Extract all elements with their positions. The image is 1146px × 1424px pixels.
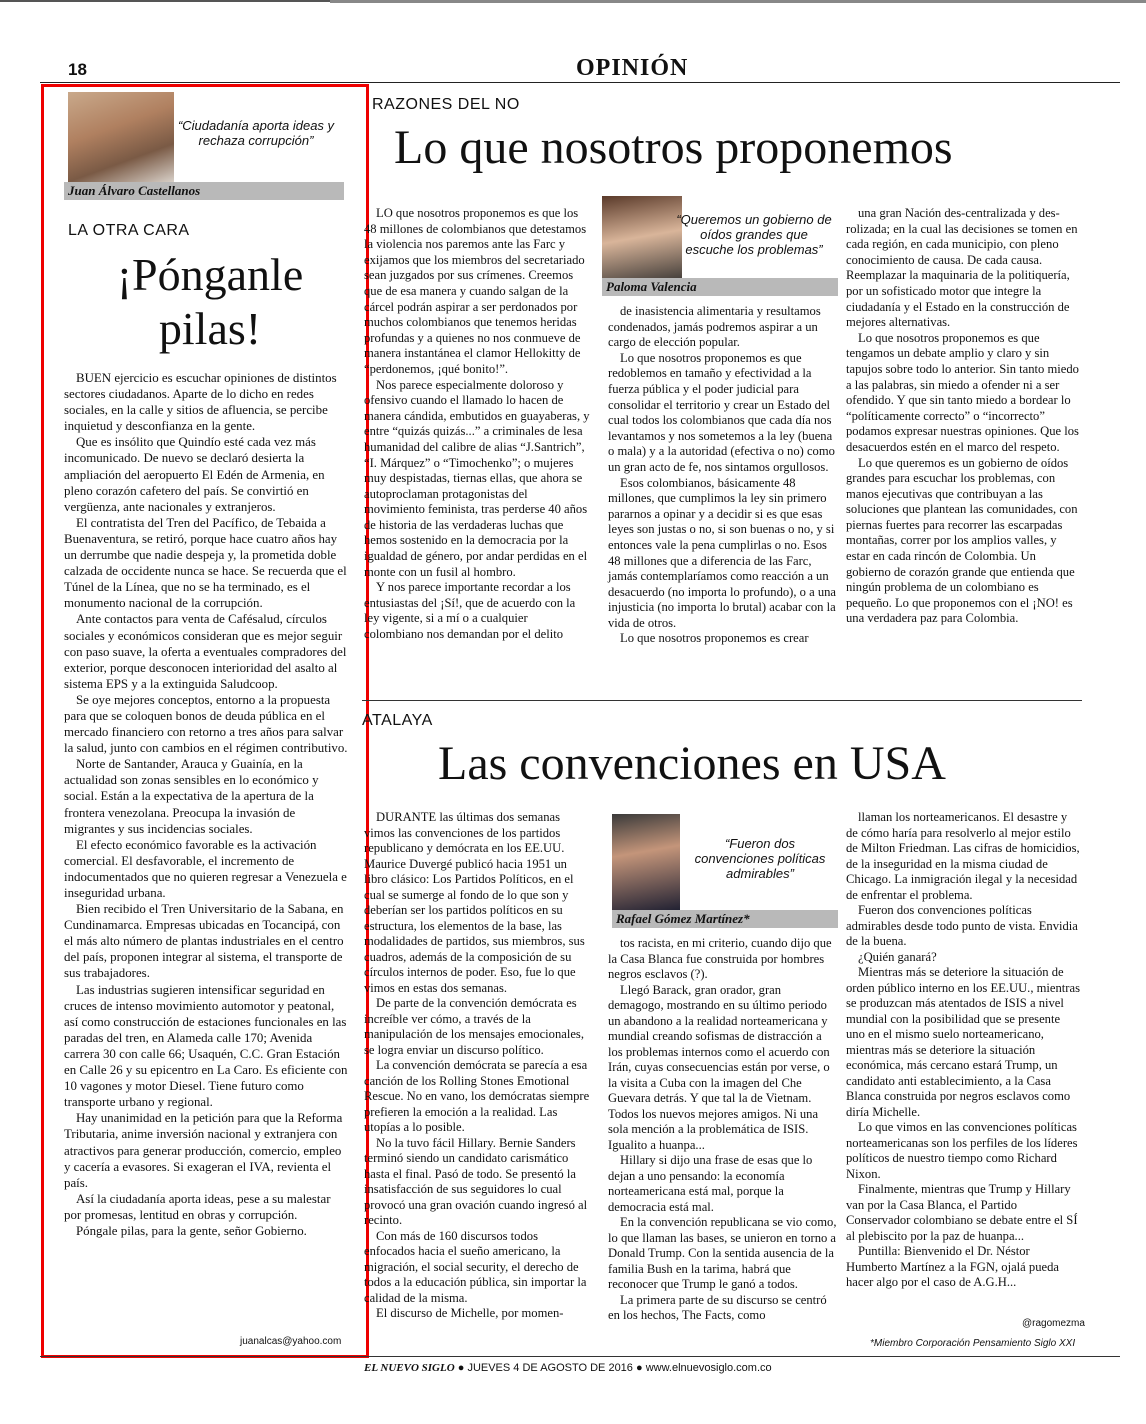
paragraph: Lo que nosotros proponemos es que tengamos un debate amplio y claro y sin tapujos sobre todo lo anterior. Sin tanto miedo a las palabras, sin miedo a ofender ni a ser ofendido. Y que sin tanto miedo a bordear lo “políticamente correcto” o “incorrecto” podamos expresar nuestras opiniones. Que los desacuerdos estén en el marco del respeto. xyxy=(846,330,1079,454)
paragraph: Mientras más se deteriore la situación de orden público interno en los EE.UU., mientras se produzcan más atentados de ISIS a nivel mundial con la posibilidad que se presente uno en el mismo suelo norteamericano, mientras más se deteriore la situación económica, más cercano estará Trump, un candidato anti establecimiento, a la Casa Blanca construida por negros esclavos como diría Michelle. xyxy=(846,965,1080,1119)
article1-headline: Lo que nosotros proponemos xyxy=(394,121,953,174)
article1-column-1 xyxy=(364,206,590,643)
paragraph: El discurso de Michelle, por momen- xyxy=(376,1306,564,1320)
paragraph: Bien recibido el Tren Universitario de la Sabana, en Cundinamarca. Empresas ubicadas en Tocancipá, con el más alto número de plantas industriales en el centro del país, proponen integrar al sistema, el transporte de sus trabajadores. xyxy=(64,902,344,981)
section-title: OPINIÓN xyxy=(576,55,689,81)
article-divider xyxy=(362,700,1082,701)
author-footnote: *Miembro Corporación Pensamiento Siglo XXI xyxy=(870,1338,1076,1349)
paragraph: Lo que nosotros proponemos es crear xyxy=(620,631,809,646)
column-headline xyxy=(60,248,360,356)
paragraph: Lo que nosotros proponemos es que redoblemos en tamaño y efectividad a la fuerza pública y el poder judicial para consolidar el territorio y crear un Estado del cual todos los colombianos que cada día nos levantamos y nos sometemos a la ley (buena o mala) y a la autoridad (efectiva o no) como un gran acto de fe, nos sintamos orgullosos. xyxy=(608,350,835,474)
paragraph: de inasistencia alimentaria y resultamos condenados, jamás podremos aspirar a un cargo de elección popular. xyxy=(608,304,821,350)
paragraph: DURANTE las últimas dos semanas vimos las convenciones de los partidos republicano y demócrata en los EE.UU. Maurice Duvergé publicó hacia 1951 un libro clásico: Los Partidos Políticos, en el cual se sumerge al fondo de lo que son y deberían ser los partidos políticos en su estructura, los elementos de la base, las modalidades de partidos, sus miembros, sus cuadros, además de la composición de su círculos internos de poder. Eso, fue lo que vimos en estas dos semanas. xyxy=(364,810,585,995)
paragraph: Norte de Santander, Arauca y Guainía, en la actualidad son zonas sensibles en lo económico y social. Están a la expectativa de la apertura de la frontera venezolana. Preocupa la invasión de migrantes y sus incidencias sociales. xyxy=(64,757,319,836)
footer xyxy=(364,1362,772,1374)
paragraph: El efecto económico favorable es la activación comercial. El desfavorable, el incremento de indocumentados que no quieren regresar a Venezuela e inseguridad urbana. xyxy=(64,837,347,900)
paragraph: Puntilla: Bienvenido el Dr. Néstor Humberto Martínez a la FGN, ojalá pueda hacer algo por el caso de A.G.H... xyxy=(846,1244,1059,1289)
author-photo xyxy=(68,92,174,182)
author-handle: @ragomezma xyxy=(1022,1318,1085,1329)
author-quote: “Ciudadanía aporta ideas y rechaza corrupción” xyxy=(177,118,335,148)
footer-url: www.elnuevosiglo.com.co xyxy=(645,1362,772,1374)
top-rule-dark xyxy=(330,0,1146,3)
headline-line-1: ¡Pónganle xyxy=(116,249,304,300)
column-kicker: LA OTRA CARA xyxy=(68,222,190,239)
paragraph: El contratista del Tren del Pacífico, de Tebaida a Buenaventura, se retiró, porque hace cuatro años hay un derrumbe que nadie despeja y, la prometida doble calzada de occidente nunca se hace. Se recuerda que el Túnel de la Línea, que no se ha terminado, es el monumento nacional de la corrupción. xyxy=(64,515,347,611)
author-name: Juan Álvaro Castellanos xyxy=(64,182,344,200)
paragraph: No la tuvo fácil Hillary. Bernie Sanders terminó siendo un candidato carismático hasta el final. Pasó de todo. Se presentó la insatisfacción de sus seguidores lo cual provocó una gran ovación cuando ingresó al recinto. xyxy=(364,1135,588,1227)
article1-column-3 xyxy=(846,206,1080,627)
footer-date: JUEVES 4 DE AGOSTO DE 2016 xyxy=(467,1362,633,1374)
headline-line-2: pilas! xyxy=(158,303,262,354)
paragraph: La convención demócrata se parecía a esa canción de los Rolling Stones Emotional Rescue. No en vano, los demócratas siempre prefieren la emoción a la realidad. Las utopías a lo posible. xyxy=(364,1058,590,1134)
paragraph: Póngale pilas, para la gente, señor Gobierno. xyxy=(76,1223,307,1238)
paragraph: Con más de 160 discursos todos enfocados hacia el sueño americano, la migración, el social security, el derecho de todos a la educación pública, sin importar la calidad de la misma. xyxy=(364,1228,587,1305)
article2-column-3 xyxy=(846,810,1082,1291)
article2-column-2 xyxy=(608,936,838,1324)
bullet-icon: ● xyxy=(457,1362,468,1374)
paragraph: Las industrias sugieren intensificar seguridad en cruces de intenso movimiento automotor y peatonal, así como construcción de estaciones funcionales en las paradas del tren, en Alameda calle 170; Avenida carrera 30 con calle 66; Usaquén, C.C. Gran Estación en Calle 26 y su epicentro en La Caro. Es eficiente con 10 vagones y motor Diesel. Tiene futuro como transporte urbano y regional. xyxy=(64,982,348,1110)
author-photo xyxy=(602,196,682,288)
paragraph: Hillary si dijo una frase de esas que lo dejan a uno pensando: la economía norteamericana está mal, porque la democracia está mal. xyxy=(608,1153,813,1214)
footer-brand: EL NUEVO SIGLO xyxy=(364,1362,455,1374)
article2-column-1 xyxy=(364,810,590,1322)
paragraph: llaman los norteamericanos. El desastre y de cómo haría para resolverlo al mejor estilo de Milton Friedman. Las cifras de homicidios, de la inseguridad en la misma ciudad de Chicago. La inmigración ilegal y la necesidad de enfrentar el problema. xyxy=(846,810,1080,902)
article1-column-2 xyxy=(608,304,838,647)
author-email: juanalcas@yahoo.com xyxy=(240,1336,342,1347)
article1-quote: “Queremos un gobierno de oídos grandes que escuche los problemas” xyxy=(676,212,832,257)
paragraph: Se oye mejores conceptos, entorno a la propuesta para que se coloquen bonos de deuda pública en el mercado financiero con retorno a tres años para salvar la salud, junto con cambios en el régimen contributivo. xyxy=(64,692,348,756)
paragraph: Y nos parece importante recordar a los entusiastas del ¡Sí!, que de acuerdo con la ley vigente, si a mí o a cualquier colombiano nos demandan por el delito xyxy=(364,580,576,642)
paragraph: BUEN ejercicio es escuchar opiniones de distintos sectores ciudadanos. Aparte de lo dicho en redes sociales, en la calle y sitios de afluencia, se percibe inquietud y desconfianza en la gente. xyxy=(64,371,337,434)
paragraph: Finalmente, mientras que Trump y Hillary van por la Casa Blanca, el Partido Conservador colombiano se debate entre el SÍ al plebiscito por la paz de huanpa... xyxy=(846,1182,1078,1243)
article2-kicker: ATALAYA xyxy=(362,712,433,729)
paragraph: De parte de la convención demócrata es increíble ver cómo, a través de la manipulación de los mensajes emocionales, se logra enviar un discurso político. xyxy=(364,996,584,1057)
paragraph: Llegó Barack, gran orador, gran demagogo, mostrando en su último periodo un abandono a la realidad norteamericana y mundial creando sofismas de distracción a los problemas internos como el acuerdo con Irán, cuyas consecuencias están por verse, o la visita a Cuba con la imagen del Che Guevara detrás. Y que tal la de Vietnam. Todos los nuevos mejores amigos. Ni una sola mención a la problemática de ISIS. Igualito a huanpa... xyxy=(608,982,830,1152)
paragraph: Fueron dos convenciones políticas admirables desde todo punto de vista. Envidia de la buena. xyxy=(846,903,1078,948)
paragraph: Esos colombianos, básicamente 48 millones, que cumplimos la ley sin primero pararnos a opinar y a decidir si es que esas leyes son justas o no, si son buenas o no, y si entonces vale la pena cumplirlas o no. Esos 48 millones que a diferencia de las Farc, jamás contemplaríamos como reacción a un desacuerdo (no importa lo profundo), o a una injusticia (no importa lo brutal) acabar con la vida de otros. xyxy=(608,475,837,630)
article2-author-name: Rafael Gómez Martínez* xyxy=(612,910,838,928)
paragraph: tos racista, en mi criterio, cuando dijo que la Casa Blanca fue construida por hombres negros esclavos (?). xyxy=(608,936,832,981)
article2-headline: Las convenciones en USA xyxy=(438,737,946,790)
paragraph: Hay unanimidad en la petición para que la Reforma Tributaria, anime inversión nacional y extranjera con atractivos para generar producción, comercio, empleo y cacería a evasores. Si exageran el IVA, revienta el país. xyxy=(64,1111,343,1190)
paragraph: LO que nosotros proponemos es que los 48 millones de colombianos que detestamos la violencia nos paremos ante las Farc y exijamos que los miembros del secretariado sean juzgados por sus crímenes. Creemos que de esa manera y cuando salgan de la cárcel podrán aspirar a ser perdonados por muchos colombianos que tenemos heridas profundas y a quienes no nos conmueve de manera instantánea el clamor Hellokitty de “perdonemos, ¡qué bonito!”. xyxy=(364,206,587,376)
article1-author-name: Paloma Valencia xyxy=(602,278,838,296)
page-number: 18 xyxy=(68,60,87,79)
paragraph: En la convención republicana se vio como, lo que llaman las bases, se unieron en torno a Donald Trump. Con la sentida ausencia de la familia Bush en la tarima, habrá que reconocer que Trump le ganó a todos. xyxy=(608,1215,837,1291)
article1-kicker: RAZONES DEL NO xyxy=(372,96,520,113)
paragraph: Lo que queremos es un gobierno de oídos grandes para escuchar los problemas, con manos ejecutivas que contribuyan a las soluciones que plantean las comunidades, con piernas fuertes para recorrer las escarpadas montañas, correr por los amplios valles, y estar en cada rincón de Colombia. Un gobierno de corazón grande que entienda que ningún problema de un colombiano es pequeño. Lo que proponemos con el ¡NO! es una verdadera paz para Colombia. xyxy=(846,455,1078,626)
paragraph: Nos parece especialmente doloroso y ofensivo cuando el llamado lo hacen de manera cándida, embutidos en guayaberas, y entre “quizás quizás...” a criminales de lesa humanidad del calibre de alias “J.Santrich”, “I. Márquez” o “Timochenko”; o mujeres muy despistadas, tiernas ellas, que ahora se autoproclaman protagonistas del movimiento feminista, tras perderse 40 años de historia de las verdaderas luchas que hemos sostenido en la democracia por la igualdad de género, por andar perdidas en el monte con un fusil al hombro. xyxy=(364,377,590,579)
paragraph: ¿Quién ganará? xyxy=(858,949,937,964)
footer-rule xyxy=(40,1356,1120,1357)
paragraph: Ante contactos para venta de Cafésalud, círculos sociales y económicos consideran que es mejor seguir con paso suave, la oferta a eventuales compradores del exterior, porque desconocen interioridad del asalto al sistema EPS y a la extinguida Saludcoop. xyxy=(64,612,347,691)
paragraph: una gran Nación des-centralizada y des-rolizada; en la cual las decisiones se tomen en cada región, en cada municipio, con pleno conocimiento de causa. De cada causa. Reemplazar la maquinaria de la politiquería, por un sofisticado motor que integre la ciudadanía y el Estado en la construcción de mejores alternativas. xyxy=(846,206,1078,330)
paragraph: La primera parte de su discurso se centró en los hechos, The Facts, como xyxy=(608,1292,827,1322)
article2-quote: “Fueron dos convenciones políticas admirables” xyxy=(694,836,826,881)
column-body xyxy=(64,370,348,1239)
author-photo xyxy=(612,814,680,910)
paragraph: Lo que vimos en las convenciones políticas norteamericanas son los perfiles de los líderes políticos de nuestro tiempo como Richard Nixon. xyxy=(846,1120,1078,1181)
paragraph: Que es insólito que Quindío esté cada vez más incomunicado. De nuevo se declaró desierta la ampliación del aeropuerto El Edén de Armenia, en pleno corazón cafetero del país. Se convirtió en vergüenza, ante nacionales y extranjeros. xyxy=(64,435,325,514)
header-rule xyxy=(40,82,1120,83)
bullet-icon: ● xyxy=(635,1362,646,1374)
paragraph: Así la ciudadanía aporta ideas, pese a su malestar por promesas, lentitud en obras y corrupción. xyxy=(64,1191,331,1222)
